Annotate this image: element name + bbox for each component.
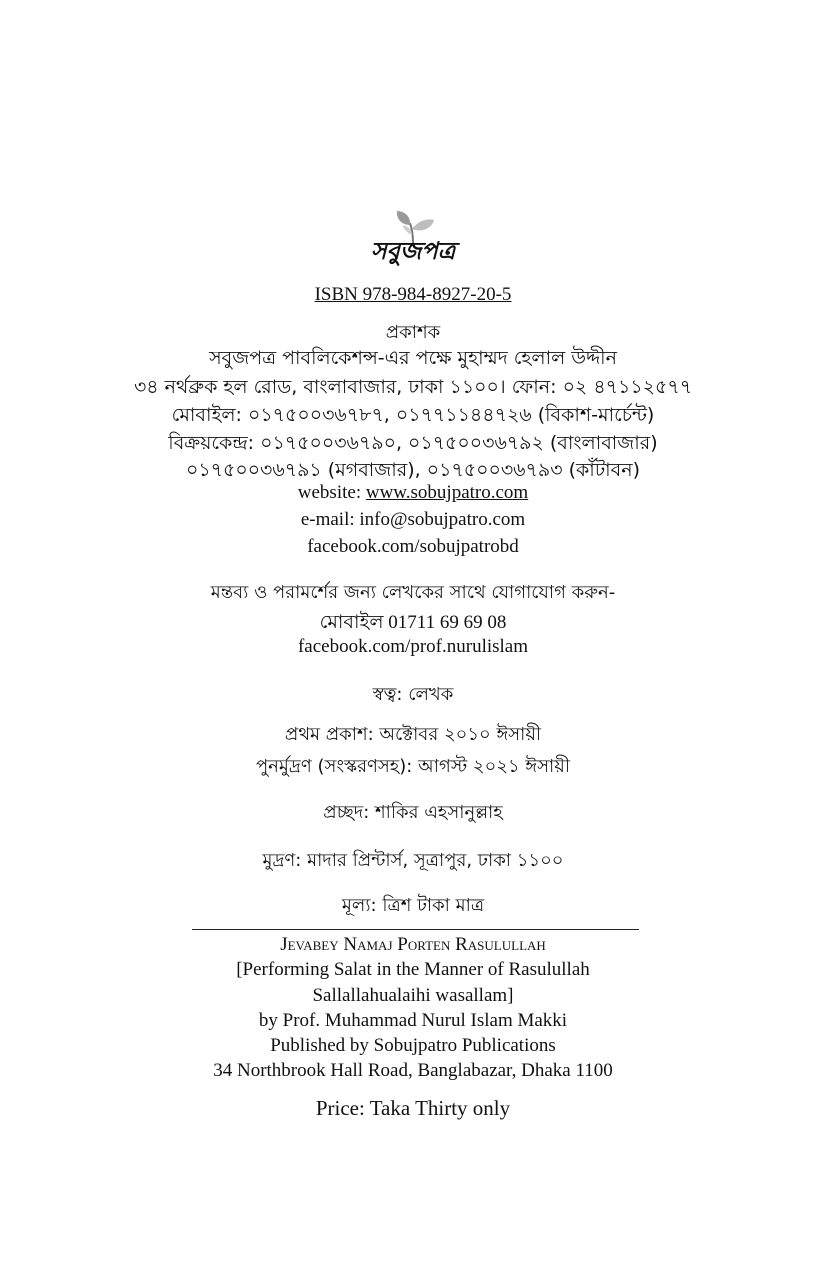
publisher-line-1: সবুজপত্র পাবলিকেশন্স-এর পক্ষে মুহাম্মদ হেলাল উদ্দীন: [209, 347, 617, 369]
publisher-heading: প্রকাশক: [385, 322, 441, 343]
english-price: Price: Taka Thirty only: [315, 1096, 511, 1120]
website-line: [0, 482, 826, 504]
publisher-address: ৩৪ নর্থব্রুক হল রোড, বাংলাবাজার, ঢাকা ১১০০। ফোন: ০২ ৪৭১১২৫৭৭: [133, 376, 693, 398]
english-publisher: Published by Sobujpatro Publications: [270, 1035, 556, 1056]
website-label: website:: [297, 482, 366, 503]
copyright: স্বত্ব: লেখক: [372, 684, 454, 705]
publisher-logo: [363, 205, 463, 275]
printer: মুদ্রণ: মাদার প্রিন্টার্স, সূত্রাপুর, ঢাকা ১১০০: [262, 850, 564, 871]
english-address: 34 Northbrook Hall Road, Banglabazar, Dhaka 1100: [213, 1060, 613, 1081]
price-bangla: মূল্য: ত্রিশ টাকা মাত্র: [341, 895, 485, 916]
website-link[interactable]: www.sobujpatro.com: [365, 482, 529, 503]
author-facebook: facebook.com/prof.nurulislam: [297, 636, 529, 657]
publisher-mobile: মোবাইল: ০১৭৫০০৩৬৭৮৭, ০১৭৭১১৪৪৭২৬ (বিকাশ-মার্চেন্ট): [171, 404, 655, 426]
cover-designer: প্রচ্ছদ: শাকির এহসানুল্লাহ: [323, 802, 503, 823]
english-subtitle-2: Sallallahualaihi wasallam]: [312, 985, 514, 1006]
divider: [192, 929, 639, 930]
author-contact-line: মন্তব্য ও পরামর্শের জন্য লেখকের সাথে যোগাযোগ করুন-: [210, 582, 616, 603]
reprint-edition: পুনর্মুদ্রণ (সংস্করণসহ): আগস্ট ২০২১ ঈসায়ী: [255, 756, 571, 777]
first-edition: প্রথম প্রকাশ: অক্টোবর ২০১০ ঈসায়ী: [284, 724, 542, 745]
publisher-facebook: facebook.com/sobujpatrobd: [307, 536, 519, 557]
sales-centers-2: ০১৭৫০০৩৬৭৯১ (মগবাজার), ০১৭৫০০৩৬৭৯৩ (কাঁটাবন): [185, 459, 641, 481]
english-subtitle-1: [Performing Salat in the Manner of Rasulullah: [236, 959, 590, 980]
email-line: e-mail: info@sobujpatro.com: [300, 509, 526, 530]
sales-centers-1: বিক্রয়কেন্দ্র: ০১৭৫০০৩৬৭৯০, ০১৭৫০০৩৬৭৯২ (বাংলাবাজার): [168, 432, 658, 454]
author-mobile: মোবাইল 01711 69 69 08: [319, 612, 507, 633]
english-title: Jevabey Namaj Porten Rasulullah: [280, 934, 546, 955]
logo-text: সবুজপত্র: [370, 237, 456, 265]
english-author: by Prof. Muhammad Nurul Islam Makki: [258, 1010, 568, 1031]
isbn: ISBN 978-984-8927-20-5: [314, 284, 512, 305]
